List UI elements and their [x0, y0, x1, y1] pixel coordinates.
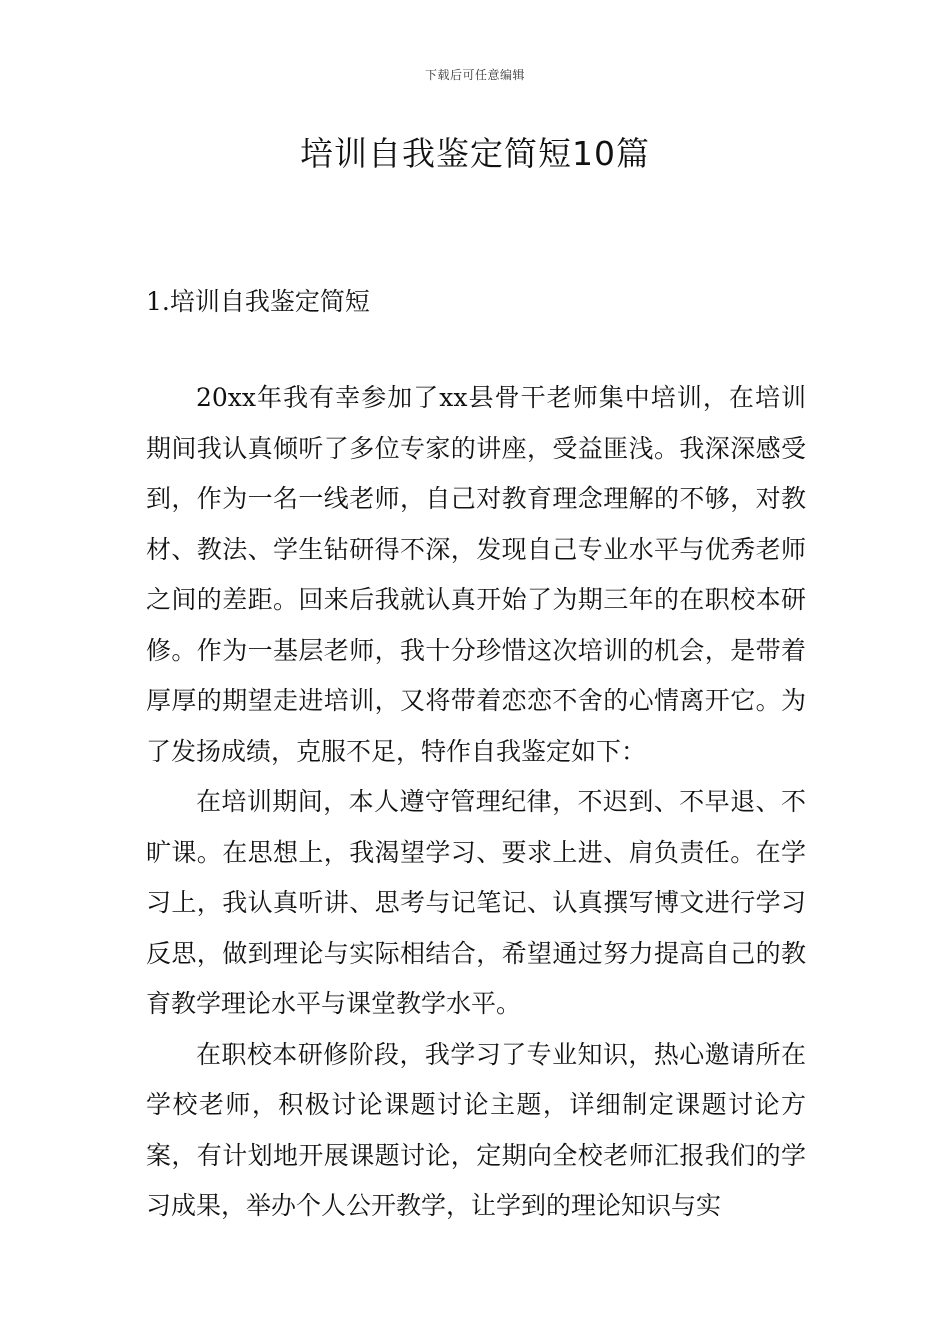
body-text: [146, 373, 806, 1232]
paragraph: 在职校本研修阶段，我学习了专业知识，热心邀请所在学校老师，积极讨论课题讨论主题，详细制定课题讨论方案，有计划地开展课题讨论，定期向全校老师汇报我们的学习成果，举办个人公开教学，让学到的理论知识与实: [146, 1039, 806, 1220]
paragraph: 20xx年我有幸参加了xx县骨干老师集中培训，在培训期间我认真倾听了多位专家的讲座，受益匪浅。我深深感受到，作为一名一线老师，自己对教育理念理解的不够，对教材、教法、学生钻研得不深，发现自己专业水平与优秀老师之间的差距。回来后我就认真开始了为期三年的在职校本研修。作为一基层老师，我十分珍惜这次培训的机会，是带着厚厚的期望走进培训，又将带着恋恋不舍的心情离开它。为了发扬成绩，克服不足，特作自我鉴定如下：: [146, 383, 806, 766]
section-heading: 1.培训自我鉴定简短: [146, 287, 370, 316]
paragraph: 在培训期间，本人遵守管理纪律，不迟到、不早退、不旷课。在思想上，我渴望学习、要求上进、肩负责任。在学习上，我认真听讲、思考与记笔记、认真撰写博文进行学习反思，做到理论与实际相结合，希望通过努力提高自己的教育教学理论水平与课堂教学水平。: [146, 787, 806, 1018]
document-title: 培训自我鉴定简短10篇: [300, 134, 650, 173]
header-note: 下载后可任意编辑: [424, 68, 525, 82]
